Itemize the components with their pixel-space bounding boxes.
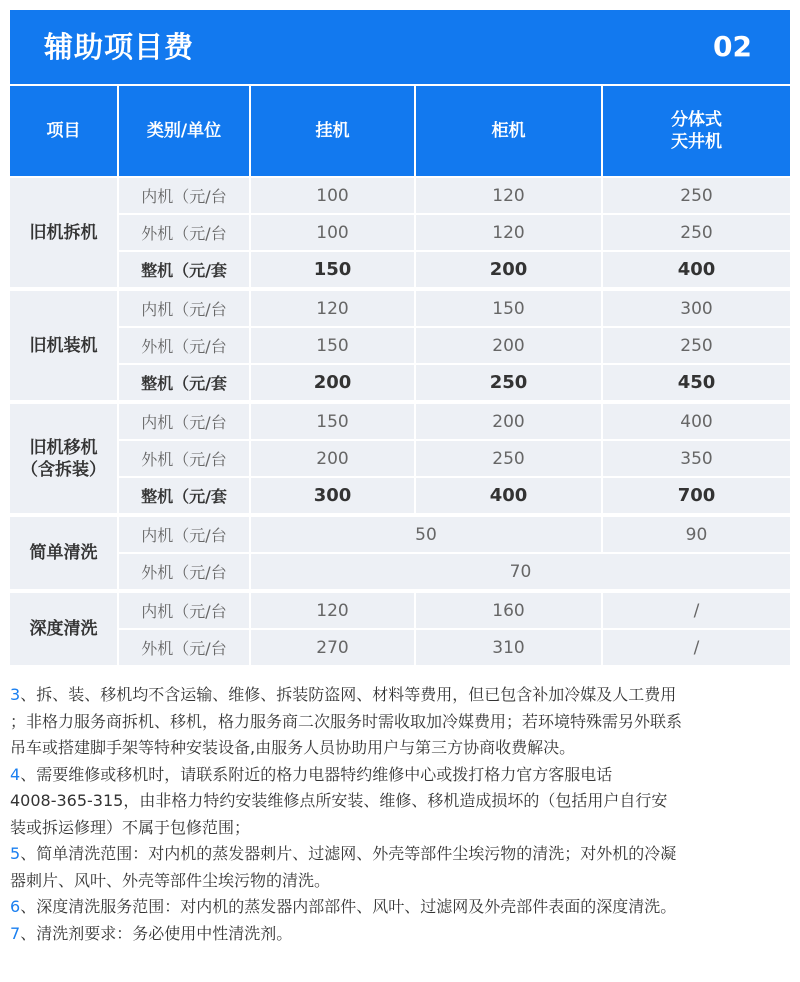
note-number: 6 (10, 897, 21, 916)
cabinet-price: 120 (415, 177, 602, 214)
group-name: 旧机装机 (10, 289, 118, 402)
cabinet-price: 160 (415, 591, 602, 629)
wall-price: 100 (250, 177, 415, 214)
cabinet-price: 150 (415, 289, 602, 327)
ceiling-price: 250 (602, 214, 790, 251)
note-line (10, 762, 795, 789)
note-text: 吊车或搭建脚手架等特种安装设备,由服务人员协助用户与第三方协商收费解决。 (10, 738, 576, 757)
table-row (10, 177, 790, 214)
ceiling-price: 90 (602, 515, 790, 553)
note-text: 、清洗剂要求：务必使用中性清洗剂。 (20, 923, 293, 943)
note-text: 、简单清洗范围：对内机的蒸发器刺片、过滤网、外壳等部件尘埃污物的清洗；对外机的冷凝 (20, 844, 677, 863)
table-row (10, 591, 790, 629)
group-name-line1: 旧机移机 (29, 437, 98, 458)
table-row (10, 515, 790, 553)
ceiling-price: / (602, 591, 790, 629)
group-name: 深度清洗 (10, 591, 118, 665)
wall-price: 270 (250, 629, 415, 665)
cabinet-price: 250 (415, 440, 602, 477)
note-line (10, 682, 795, 709)
wall-price: 120 (250, 591, 415, 629)
wall-price: 120 (250, 289, 415, 327)
title-banner (10, 10, 790, 84)
unit-cell: 整机（元/套 (118, 364, 250, 402)
unit-cell: 外机（元/台 (118, 553, 250, 591)
wall-price: 200 (250, 440, 415, 477)
col-header-item: 项目 (10, 86, 118, 177)
unit-cell: 内机（元/台 (118, 591, 250, 629)
table-row (10, 364, 790, 402)
note-number: 4 (10, 764, 21, 784)
col-header-ceiling (602, 86, 790, 177)
unit-cell: 内机（元/台 (118, 177, 250, 214)
cabinet-price: 400 (415, 477, 602, 515)
col-header-ceiling-line2: 天井机 (671, 132, 722, 152)
table-row (10, 402, 790, 440)
ceiling-price: 700 (602, 477, 790, 515)
group-name: 旧机拆机 (10, 177, 118, 289)
unit-cell: 内机（元/台 (118, 289, 250, 327)
unit-cell: 外机（元/台 (118, 214, 250, 251)
note-line (10, 921, 795, 948)
wall-price: 300 (250, 477, 415, 515)
table-row (10, 327, 790, 364)
note-line (10, 868, 795, 895)
note-text: 器刺片、风叶、外壳等部件尘埃污物的清洗。 (10, 870, 331, 890)
cabinet-price: 200 (415, 251, 602, 289)
col-header-ceiling-line1: 分体式 (671, 110, 722, 130)
cabinet-price: 250 (415, 364, 602, 402)
table-row (10, 477, 790, 515)
table-row (10, 440, 790, 477)
unit-cell: 外机（元/台 (118, 629, 250, 665)
table-row (10, 214, 790, 251)
ceiling-price: 300 (602, 289, 790, 327)
ceiling-price: 250 (602, 177, 790, 214)
note-line (10, 894, 795, 921)
table-row (10, 289, 790, 327)
cabinet-price: 200 (415, 402, 602, 440)
page-number: 02 (713, 30, 752, 63)
unit-cell: 外机（元/台 (118, 327, 250, 364)
note-line (10, 841, 795, 868)
ceiling-price: 400 (602, 402, 790, 440)
ceiling-price: 400 (602, 251, 790, 289)
group-name: 简单清洗 (10, 515, 118, 591)
col-header-cabinet: 柜机 (415, 86, 602, 177)
unit-cell: 内机（元/台 (118, 402, 250, 440)
ceiling-price: 250 (602, 327, 790, 364)
unit-cell: 整机（元/套 (118, 477, 250, 515)
cabinet-price: 310 (415, 629, 602, 665)
ceiling-price: / (602, 629, 790, 665)
note-text: 、需要维修或移机时，请联系附近的格力电器特约维修中心或拨打格力官方客服电话 (20, 764, 613, 784)
col-header-unit: 类别/单位 (118, 86, 250, 177)
unit-cell: 整机（元/套 (118, 251, 250, 289)
wall-price: 150 (250, 402, 415, 440)
fee-table (10, 86, 790, 665)
group-name (10, 402, 118, 515)
table-row (10, 251, 790, 289)
wall-cabinet-price: 50 (250, 515, 602, 553)
notes (10, 682, 795, 947)
group-name-line2: （含拆装） (21, 459, 106, 480)
wall-price: 100 (250, 214, 415, 251)
col-header-wall: 挂机 (250, 86, 415, 177)
unit-cell: 外机（元/台 (118, 440, 250, 477)
note-number: 3 (10, 685, 21, 704)
table-row (10, 553, 790, 591)
unit-cell: 内机（元/台 (118, 515, 250, 553)
note-text: 装或拆运修理）不属于包修范围； (10, 817, 251, 837)
table-header-row (10, 86, 790, 177)
note-text: 、拆、装、移机均不含运输、维修、拆装防盗网、材料等费用，但已包含补加冷媒及人工费用 (20, 685, 677, 704)
cabinet-price: 200 (415, 327, 602, 364)
ceiling-price: 450 (602, 364, 790, 402)
note-line (10, 709, 795, 736)
all-price: 70 (250, 553, 790, 591)
note-line (10, 815, 795, 842)
wall-price: 200 (250, 364, 415, 402)
ceiling-price: 350 (602, 440, 790, 477)
note-number: 7 (10, 923, 21, 943)
note-text: 4008-365-315，由非格力特约安装维修点所安装、维修、移机造成损坏的（包括用户自行安 (10, 791, 668, 810)
table-row (10, 629, 790, 665)
page-title: 辅助项目费 (44, 30, 195, 64)
note-text: ；非格力服务商拆机、移机，格力服务商二次服务时需收取加冷媒费用；若环境特殊需另外联系 (10, 711, 683, 731)
cabinet-price: 120 (415, 214, 602, 251)
note-line (10, 735, 795, 762)
note-line (10, 788, 795, 815)
note-number: 5 (10, 844, 21, 863)
wall-price: 150 (250, 327, 415, 364)
wall-price: 150 (250, 251, 415, 289)
note-text: 、深度清洗服务范围：对内机的蒸发器内部部件、风叶、过滤网及外壳部件表面的深度清洗。 (20, 897, 677, 916)
